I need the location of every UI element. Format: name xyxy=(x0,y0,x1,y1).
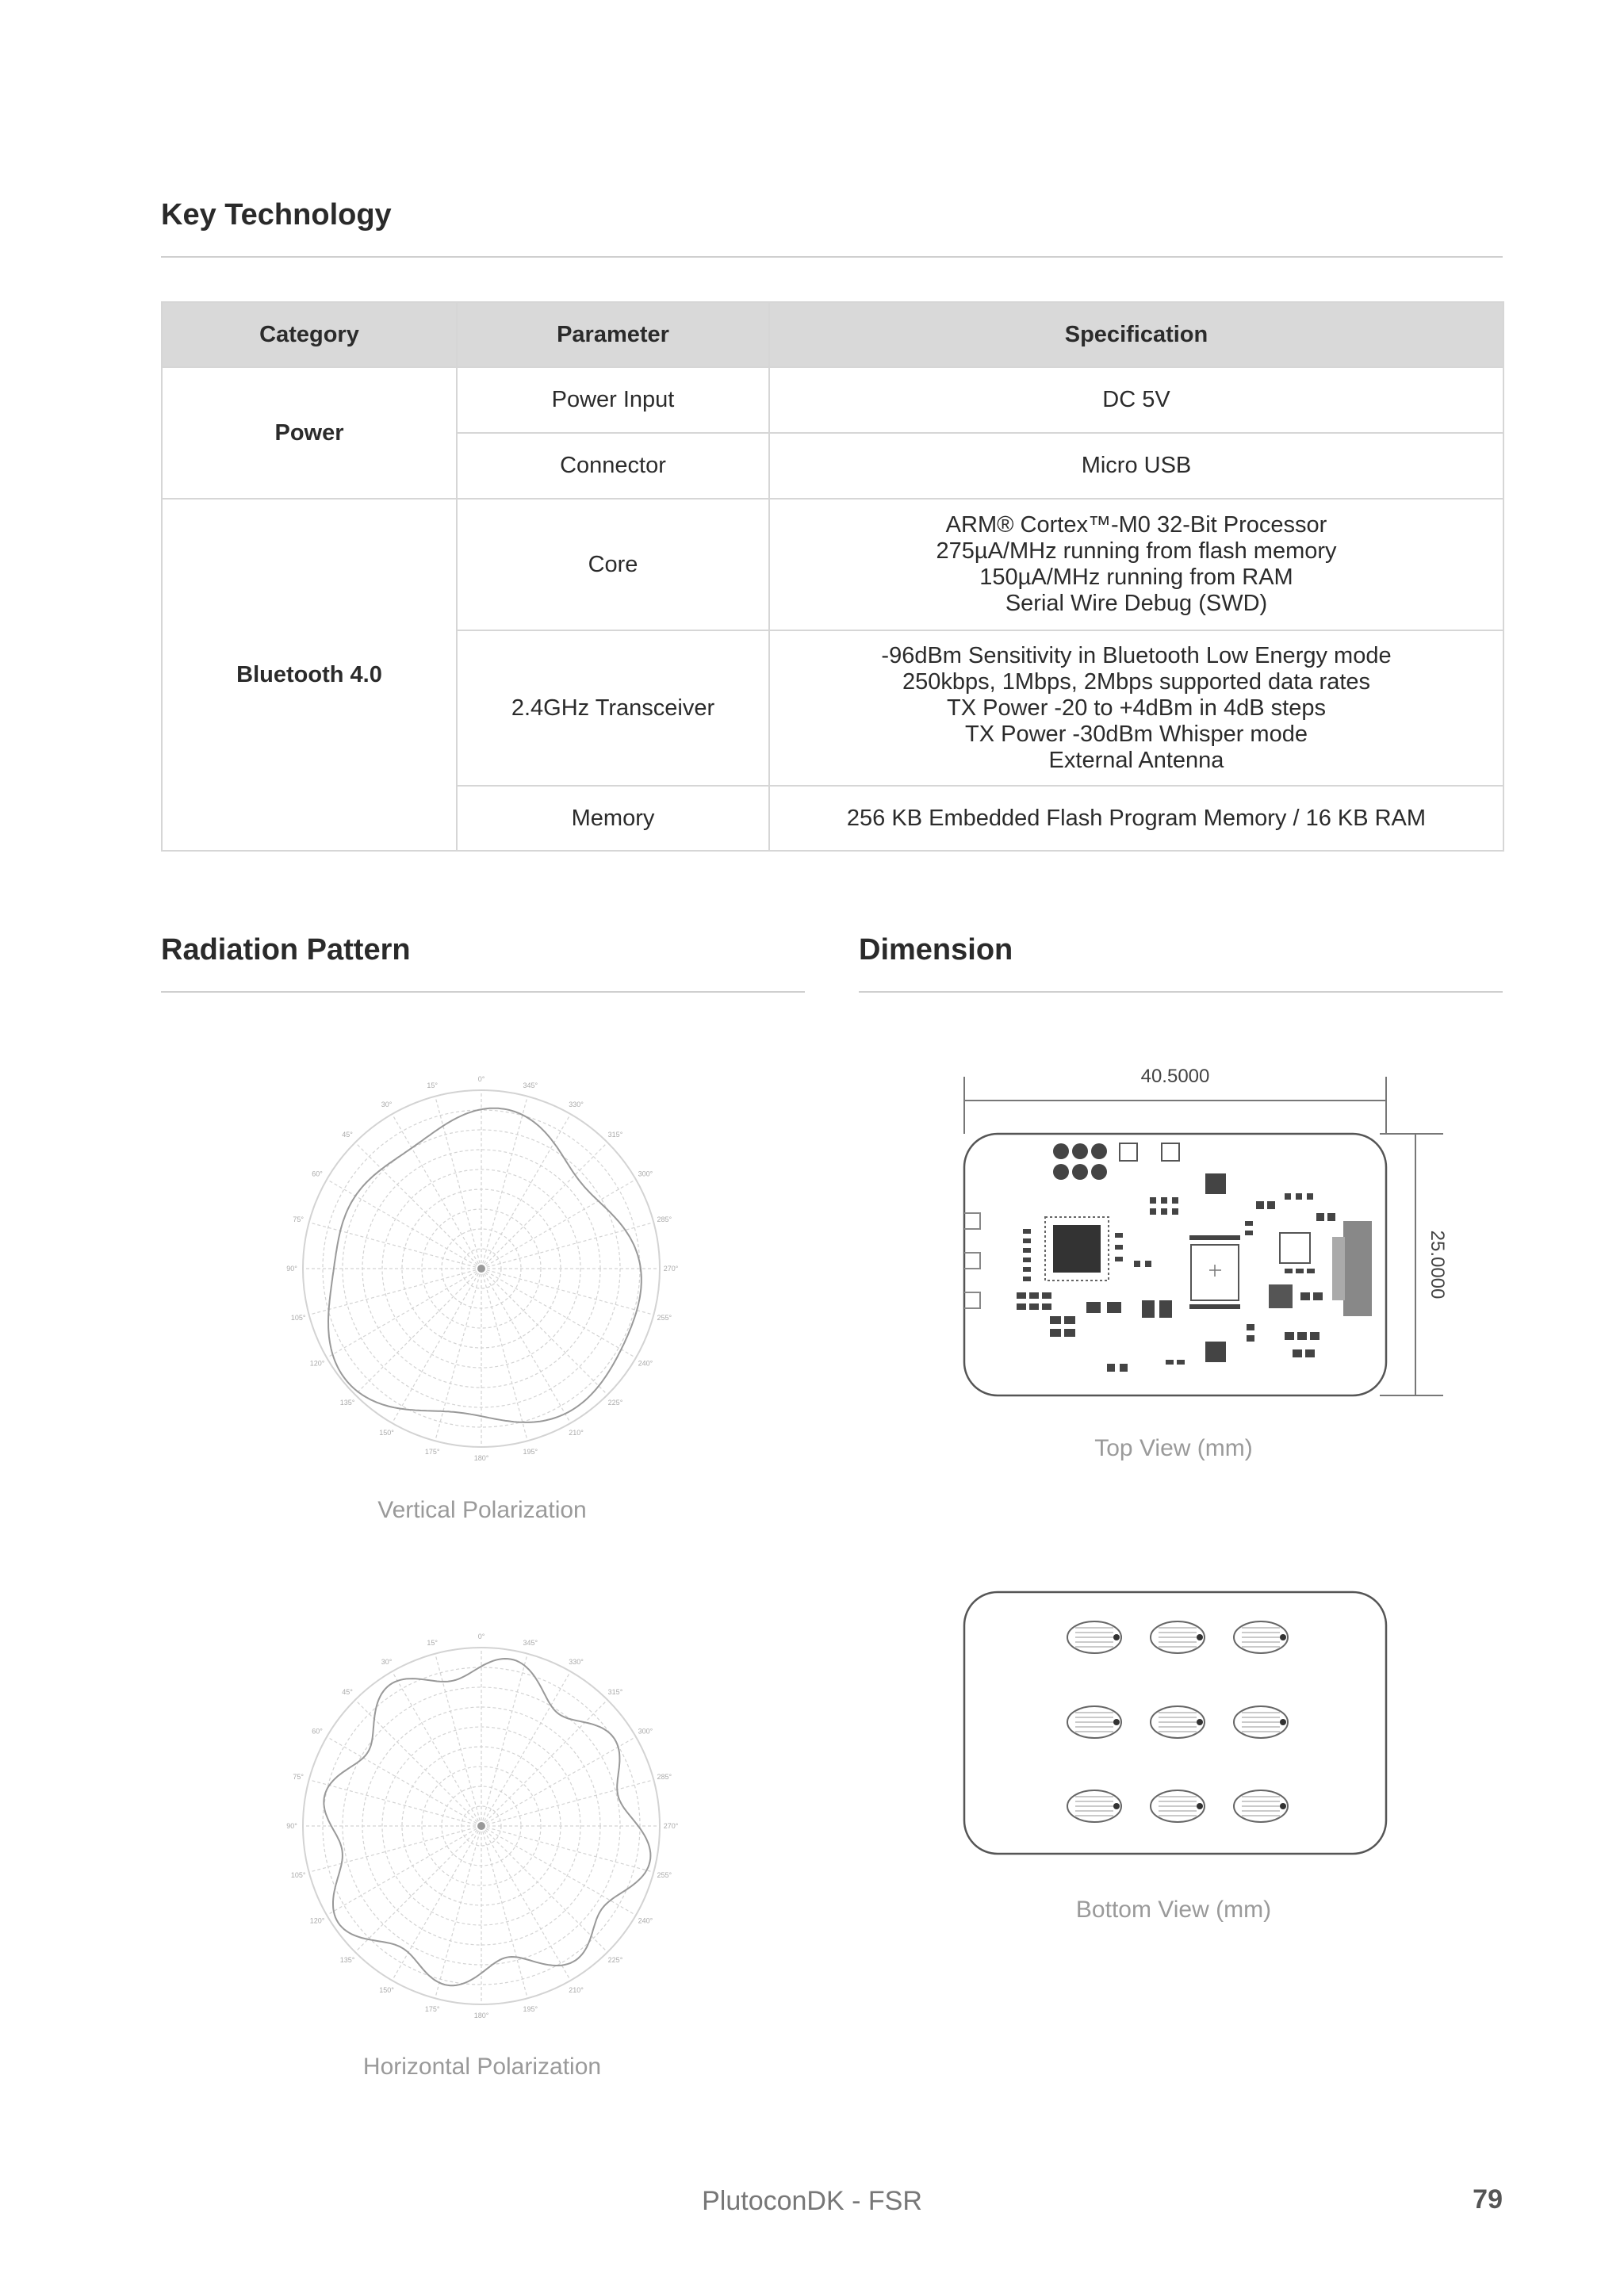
key-technology-title: Key Technology xyxy=(161,198,392,232)
polar-angle-label: 345° xyxy=(523,1639,538,1648)
spec-line: Serial Wire Debug (SWD) xyxy=(1005,591,1268,616)
spec-cell xyxy=(769,367,1503,433)
polar-angle-label: 210° xyxy=(569,1428,584,1437)
polar-grid-spoke xyxy=(481,1780,653,1826)
polar-grid-spoke xyxy=(481,1269,527,1441)
column-header: Parameter xyxy=(457,302,769,367)
table-header-row xyxy=(162,302,1503,367)
polar-grid-spoke xyxy=(355,1826,481,1952)
fsr-contact xyxy=(1197,1634,1203,1640)
polar-grid-spoke xyxy=(481,1826,607,1952)
spec-line: 250kbps, 1Mbps, 2Mbps supported data rates xyxy=(902,668,1371,695)
spec-line: External Antenna xyxy=(1048,747,1224,773)
small-ic xyxy=(1205,1342,1226,1362)
bottom-view-drawing xyxy=(952,1586,1396,1855)
round-pad xyxy=(1053,1164,1069,1180)
horizontal-polar-plot xyxy=(283,1632,680,2020)
polar-grid-spoke xyxy=(481,1223,653,1269)
fsr-contact xyxy=(1197,1803,1203,1809)
polar-angle-label: 60° xyxy=(312,1727,323,1736)
category-cell: Bluetooth 4.0 xyxy=(162,499,457,851)
polar-angle-label: 240° xyxy=(638,1916,653,1925)
polar-angle-label: 135° xyxy=(339,1955,355,1964)
polar-angle-label: 175° xyxy=(424,2004,440,2013)
table-row xyxy=(162,499,1503,630)
spec-line: -96dBm Sensitivity in Bluetooth Low Energy mode xyxy=(881,642,1392,668)
mcu-chip xyxy=(1053,1225,1101,1273)
polar-angle-label: 270° xyxy=(663,1265,679,1273)
polar-angle-label: 30° xyxy=(381,1658,393,1667)
polar-angle-label: 315° xyxy=(607,1688,623,1697)
polar-angle-label: 45° xyxy=(342,1131,353,1139)
vertical-polar-plot xyxy=(283,1074,680,1463)
ic-pins xyxy=(1189,1235,1240,1240)
spec-line: 150µA/MHz running from RAM xyxy=(979,565,1293,590)
polar-angle-label: 75° xyxy=(293,1773,304,1782)
polar-angle-label: 30° xyxy=(381,1101,393,1109)
polar-angle-label: 75° xyxy=(293,1215,304,1224)
polar-angle-label: 270° xyxy=(663,1822,679,1830)
polar-angle-label: 300° xyxy=(638,1727,653,1736)
polar-angle-label: 255° xyxy=(657,1313,672,1322)
spec-line: 256 KB Embedded Flash Program Memory / 16 KB RAM xyxy=(846,805,1427,831)
key-technology-table xyxy=(161,301,1504,852)
polar-angle-label: 195° xyxy=(523,1447,538,1456)
fsr-contact xyxy=(1197,1719,1203,1725)
small-ic xyxy=(1205,1173,1226,1194)
polar-angle-label: 15° xyxy=(427,1639,438,1648)
page-number: 79 xyxy=(1473,2184,1503,2215)
column-header: Specification xyxy=(769,302,1503,367)
parameter-cell: Connector xyxy=(457,433,769,499)
round-pad xyxy=(1072,1143,1088,1159)
polar-grid-spoke xyxy=(435,1097,481,1269)
polar-angle-label: 45° xyxy=(342,1688,353,1697)
polar-center-dot xyxy=(477,1265,485,1273)
round-pad xyxy=(1091,1164,1107,1180)
parameter-cell: Power Input xyxy=(457,367,769,433)
polar-grid-spoke xyxy=(327,1737,481,1827)
table-row xyxy=(162,367,1503,433)
polar-angle-label: 345° xyxy=(523,1081,538,1090)
polar-angle-label: 225° xyxy=(607,1955,623,1964)
round-pad xyxy=(1053,1143,1069,1159)
polar-angle-label: 330° xyxy=(569,1658,584,1667)
polar-angle-label: 180° xyxy=(473,1454,489,1462)
spec-line: TX Power -30dBm Whisper mode xyxy=(965,721,1308,747)
polar-grid-spoke xyxy=(355,1143,481,1269)
polar-angle-label: 330° xyxy=(569,1101,584,1109)
polar-angle-label: 90° xyxy=(286,1822,297,1830)
height-dimension-label: 25.0000 xyxy=(1427,1230,1448,1300)
fsr-contact xyxy=(1280,1719,1286,1725)
spec-cell xyxy=(769,786,1503,851)
polar-grid-spoke xyxy=(481,1097,527,1269)
fsr-contact xyxy=(1113,1634,1120,1640)
polar-grid-spoke xyxy=(481,1269,607,1395)
vertical-polarization-caption: Vertical Polarization xyxy=(377,1497,587,1523)
polar-angle-label: 150° xyxy=(379,1428,394,1437)
polar-angle-label: 285° xyxy=(657,1215,672,1224)
polar-grid-spoke xyxy=(435,1826,481,1998)
polar-angle-label: 135° xyxy=(339,1398,355,1407)
spec-cell xyxy=(769,433,1503,499)
section-divider xyxy=(161,256,1503,258)
polar-angle-label: 315° xyxy=(607,1131,623,1139)
top-view-drawing xyxy=(952,1055,1467,1403)
polar-angle-label: 255° xyxy=(657,1870,672,1879)
usb-connector-shell xyxy=(1332,1237,1345,1300)
parameter-cell: 2.4GHz Transceiver xyxy=(457,630,769,786)
polar-angle-label: 15° xyxy=(427,1081,438,1090)
bottom-view-caption: Bottom View (mm) xyxy=(1075,1897,1272,1923)
polar-grid-spoke xyxy=(481,1654,527,1826)
ic-pins xyxy=(1189,1304,1240,1309)
section-divider xyxy=(859,991,1503,993)
horizontal-polarization-caption: Horizontal Polarization xyxy=(362,2054,602,2080)
polar-grid-spoke xyxy=(309,1780,481,1826)
usb-connector xyxy=(1343,1221,1372,1316)
round-pad xyxy=(1091,1143,1107,1159)
spec-line: DC 5V xyxy=(1102,387,1170,412)
polar-grid-spoke xyxy=(481,1700,607,1826)
spec-line: Micro USB xyxy=(1081,453,1192,478)
width-dimension-label: 40.5000 xyxy=(1140,1066,1210,1087)
polar-angle-label: 105° xyxy=(290,1870,306,1879)
round-pad xyxy=(1072,1164,1088,1180)
polar-angle-label: 105° xyxy=(290,1313,306,1322)
polar-grid-spoke xyxy=(481,1826,653,1872)
footer-title: PlutoconDK - FSR xyxy=(702,2186,922,2216)
spec-line: TX Power -20 to +4dBm in 4dB steps xyxy=(947,695,1326,721)
polar-angle-label: 120° xyxy=(309,1359,325,1368)
polar-angle-label: 180° xyxy=(473,2012,489,2019)
fsr-contact xyxy=(1113,1719,1120,1725)
polar-angle-label: 0° xyxy=(477,1633,485,1640)
polar-angle-label: 300° xyxy=(638,1169,653,1178)
polar-angle-label: 60° xyxy=(312,1169,323,1178)
category-cell: Power xyxy=(162,367,457,499)
polar-angle-label: 285° xyxy=(657,1773,672,1782)
spec-cell xyxy=(769,630,1503,786)
parameter-cell: Memory xyxy=(457,786,769,851)
spec-line: 275µA/MHz running from flash memory xyxy=(936,538,1337,564)
polar-angle-label: 240° xyxy=(638,1359,653,1368)
polar-grid-spoke xyxy=(481,1143,607,1269)
top-view-caption: Top View (mm) xyxy=(1094,1435,1253,1461)
polar-grid-spoke xyxy=(355,1269,481,1395)
polar-grid-spoke xyxy=(309,1269,481,1315)
polar-angle-label: 120° xyxy=(309,1916,325,1925)
radiation-pattern-title: Radiation Pattern xyxy=(161,933,411,967)
spec-line: ARM® Cortex™-M0 32-Bit Processor xyxy=(945,512,1327,538)
polar-center-dot xyxy=(477,1822,485,1830)
fsr-contact xyxy=(1113,1803,1120,1809)
polar-angle-label: 225° xyxy=(607,1398,623,1407)
dimension-title: Dimension xyxy=(859,933,1013,967)
polar-angle-label: 90° xyxy=(286,1265,297,1273)
polar-grid-spoke xyxy=(481,1269,653,1315)
polar-angle-label: 210° xyxy=(569,1985,584,1994)
polar-angle-label: 150° xyxy=(379,1985,394,1994)
section-divider xyxy=(161,991,805,993)
small-ic xyxy=(1269,1284,1293,1308)
polar-angle-label: 175° xyxy=(424,1447,440,1456)
spec-cell xyxy=(769,499,1503,630)
parameter-cell: Core xyxy=(457,499,769,630)
fsr-contact xyxy=(1280,1634,1286,1640)
polar-grid-spoke xyxy=(481,1826,527,1998)
fsr-contact xyxy=(1280,1803,1286,1809)
column-header: Category xyxy=(162,302,457,367)
polar-angle-label: 0° xyxy=(477,1075,485,1083)
board-outline xyxy=(964,1134,1386,1395)
polar-angle-label: 195° xyxy=(523,2004,538,2013)
polar-grid-spoke xyxy=(327,1180,481,1269)
